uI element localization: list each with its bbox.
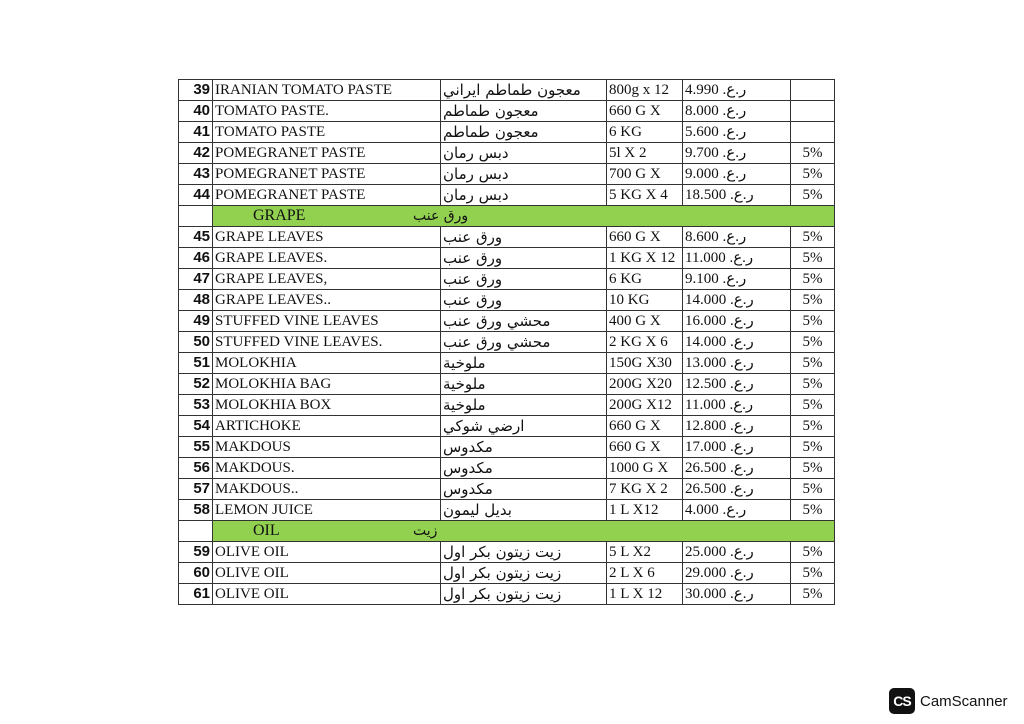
item-name-ar-text: زيت زيتون بكر اول xyxy=(443,564,562,582)
section-title-ar: زيت xyxy=(413,523,438,539)
item-name-ar-text: دبس رمان xyxy=(443,165,509,183)
table-row xyxy=(179,80,835,101)
item-price xyxy=(683,416,791,437)
table-row xyxy=(179,143,835,164)
item-name-en: MAKDOUS. xyxy=(213,458,441,479)
item-price xyxy=(683,332,791,353)
section-title-en: OIL xyxy=(253,522,280,539)
item-name-ar xyxy=(441,290,607,311)
item-name-ar-text: ملوخية xyxy=(443,375,486,393)
item-name-ar xyxy=(441,269,607,290)
item-price xyxy=(683,500,791,521)
item-name-ar xyxy=(441,479,607,500)
item-name-ar-text: ملوخية xyxy=(443,354,486,372)
item-pack-size: 400 G X xyxy=(607,311,683,332)
camscanner-logo-icon: CS xyxy=(889,688,915,714)
item-vat: 5% xyxy=(791,542,835,563)
item-number: 51 xyxy=(179,353,213,374)
table-row xyxy=(179,542,835,563)
item-name-ar-text: دبس رمان xyxy=(443,186,509,204)
item-vat: 5% xyxy=(791,269,835,290)
item-vat xyxy=(791,80,835,101)
item-price xyxy=(683,353,791,374)
item-price xyxy=(683,227,791,248)
item-price-text: ر.ع. 16.000 xyxy=(685,313,754,329)
item-name-ar-text: بديل ليمون xyxy=(443,501,512,519)
item-name-en: GRAPE LEAVES. xyxy=(213,248,441,269)
table-row xyxy=(179,248,835,269)
item-vat: 5% xyxy=(791,395,835,416)
item-name-en: MAKDOUS.. xyxy=(213,479,441,500)
item-name-ar xyxy=(441,395,607,416)
item-name-ar xyxy=(441,584,607,605)
item-name-ar xyxy=(441,416,607,437)
item-pack-size: 200G X12 xyxy=(607,395,683,416)
item-vat: 5% xyxy=(791,416,835,437)
item-name-ar xyxy=(441,500,607,521)
item-name-ar xyxy=(441,164,607,185)
table-row xyxy=(179,122,835,143)
item-pack-size: 660 G X xyxy=(607,227,683,248)
table-row xyxy=(179,101,835,122)
section-title-ar: ورق عنب xyxy=(413,208,469,224)
item-price-text: ر.ع. 11.000 xyxy=(685,250,754,266)
item-pack-size: 660 G X xyxy=(607,101,683,122)
item-pack-size: 5l X 2 xyxy=(607,143,683,164)
item-pack-size: 5 L X2 xyxy=(607,542,683,563)
table-row xyxy=(179,185,835,206)
item-price xyxy=(683,374,791,395)
item-price-text: ر.ع. 9.100 xyxy=(685,271,747,287)
item-pack-size: 7 KG X 2 xyxy=(607,479,683,500)
item-number: 43 xyxy=(179,164,213,185)
table-row xyxy=(179,290,835,311)
section-number-cell xyxy=(179,521,213,542)
item-name-en: POMEGRANET PASTE xyxy=(213,164,441,185)
item-name-en: GRAPE LEAVES.. xyxy=(213,290,441,311)
item-pack-size: 10 KG xyxy=(607,290,683,311)
item-name-ar-text: محشي ورق عنب xyxy=(443,333,551,351)
item-price xyxy=(683,269,791,290)
item-name-ar-text: ورق عنب xyxy=(443,228,503,246)
table-row xyxy=(179,164,835,185)
item-price-text: ر.ع. 5.600 xyxy=(685,124,747,140)
item-vat: 5% xyxy=(791,500,835,521)
item-price-text: ر.ع. 18.500 xyxy=(685,187,754,203)
item-vat: 5% xyxy=(791,248,835,269)
item-price-text: ر.ع. 8.600 xyxy=(685,229,747,245)
item-name-en: MOLOKHIA BOX xyxy=(213,395,441,416)
item-name-ar xyxy=(441,353,607,374)
table-row xyxy=(179,395,835,416)
item-number: 42 xyxy=(179,143,213,164)
item-price-text: ر.ع. 9.700 xyxy=(685,145,747,161)
item-name-ar xyxy=(441,101,607,122)
item-name-ar-text: مكدوس xyxy=(443,438,493,456)
item-name-ar xyxy=(441,374,607,395)
item-price xyxy=(683,479,791,500)
item-name-ar-text: معجون طماطم xyxy=(443,102,539,120)
item-name-ar-text: ورق عنب xyxy=(443,291,503,309)
item-price xyxy=(683,542,791,563)
item-name-en: OLIVE OIL xyxy=(213,542,441,563)
item-name-en: MOLOKHIA xyxy=(213,353,441,374)
item-vat: 5% xyxy=(791,164,835,185)
camscanner-label: CamScanner xyxy=(920,692,1008,710)
item-price-text: ر.ع. 17.000 xyxy=(685,439,754,455)
item-name-en: STUFFED VINE LEAVES xyxy=(213,311,441,332)
item-name-en: GRAPE LEAVES xyxy=(213,227,441,248)
item-price xyxy=(683,437,791,458)
table-row xyxy=(179,311,835,332)
item-number: 47 xyxy=(179,269,213,290)
item-number: 53 xyxy=(179,395,213,416)
item-number: 58 xyxy=(179,500,213,521)
item-pack-size: 6 KG xyxy=(607,122,683,143)
item-vat: 5% xyxy=(791,584,835,605)
price-list-table xyxy=(178,79,835,605)
item-price xyxy=(683,143,791,164)
item-name-ar xyxy=(441,143,607,164)
table-row xyxy=(179,563,835,584)
item-pack-size: 660 G X xyxy=(607,437,683,458)
item-price-text: ر.ع. 12.800 xyxy=(685,418,754,434)
item-price xyxy=(683,122,791,143)
item-name-en: MAKDOUS xyxy=(213,437,441,458)
table-row xyxy=(179,458,835,479)
item-name-ar-text: ورق عنب xyxy=(443,249,503,267)
item-price-text: ر.ع. 4.990 xyxy=(685,82,747,98)
item-name-ar xyxy=(441,458,607,479)
item-number: 55 xyxy=(179,437,213,458)
item-name-ar-text: محشي ورق عنب xyxy=(443,312,551,330)
item-name-en: ARTICHOKE xyxy=(213,416,441,437)
item-name-ar-text: زيت زيتون بكر اول xyxy=(443,585,562,603)
item-vat: 5% xyxy=(791,353,835,374)
item-vat: 5% xyxy=(791,374,835,395)
item-name-ar-text: مكدوس xyxy=(443,480,493,498)
item-price-text: ر.ع. 11.000 xyxy=(685,397,754,413)
item-name-ar xyxy=(441,311,607,332)
item-number: 52 xyxy=(179,374,213,395)
item-name-ar xyxy=(441,185,607,206)
item-pack-size: 1 L X12 xyxy=(607,500,683,521)
item-vat xyxy=(791,122,835,143)
camscanner-watermark xyxy=(889,688,1008,714)
table-row xyxy=(179,332,835,353)
item-price xyxy=(683,458,791,479)
item-name-ar xyxy=(441,542,607,563)
section-row xyxy=(179,206,835,227)
item-price xyxy=(683,164,791,185)
item-name-ar xyxy=(441,227,607,248)
item-number: 40 xyxy=(179,101,213,122)
section-band xyxy=(213,206,835,227)
table-row xyxy=(179,227,835,248)
item-name-ar-text: ارضي شوكي xyxy=(443,417,525,435)
item-price-text: ر.ع. 13.000 xyxy=(685,355,754,371)
item-name-ar xyxy=(441,332,607,353)
item-name-ar xyxy=(441,437,607,458)
item-price xyxy=(683,311,791,332)
price-list-body xyxy=(179,80,835,605)
item-vat xyxy=(791,101,835,122)
table-row xyxy=(179,437,835,458)
item-vat: 5% xyxy=(791,437,835,458)
item-number: 54 xyxy=(179,416,213,437)
item-price-text: ر.ع. 12.500 xyxy=(685,376,754,392)
item-pack-size: 1 KG X 12 xyxy=(607,248,683,269)
item-name-ar xyxy=(441,248,607,269)
item-name-ar-text: مكدوس xyxy=(443,459,493,477)
item-price-text: ر.ع. 14.000 xyxy=(685,334,754,350)
table-row xyxy=(179,584,835,605)
item-price xyxy=(683,290,791,311)
item-name-en: TOMATO PASTE. xyxy=(213,101,441,122)
item-vat: 5% xyxy=(791,185,835,206)
item-number: 61 xyxy=(179,584,213,605)
item-pack-size: 2 L X 6 xyxy=(607,563,683,584)
item-price xyxy=(683,185,791,206)
item-price xyxy=(683,563,791,584)
item-pack-size: 150G X30 xyxy=(607,353,683,374)
item-name-en: POMEGRANET PASTE xyxy=(213,143,441,164)
item-name-ar xyxy=(441,563,607,584)
item-number: 59 xyxy=(179,542,213,563)
item-number: 46 xyxy=(179,248,213,269)
item-price-text: ر.ع. 9.000 xyxy=(685,166,747,182)
item-name-en: IRANIAN TOMATO PASTE xyxy=(213,80,441,101)
item-name-ar-text: ملوخية xyxy=(443,396,486,414)
table-row xyxy=(179,500,835,521)
item-name-en: GRAPE LEAVES, xyxy=(213,269,441,290)
item-pack-size: 5 KG X 4 xyxy=(607,185,683,206)
item-name-ar-text: معجون طماطم xyxy=(443,123,539,141)
item-name-en: STUFFED VINE LEAVES. xyxy=(213,332,441,353)
item-number: 60 xyxy=(179,563,213,584)
item-price xyxy=(683,248,791,269)
item-name-ar xyxy=(441,80,607,101)
item-number: 41 xyxy=(179,122,213,143)
item-number: 44 xyxy=(179,185,213,206)
item-pack-size: 2 KG X 6 xyxy=(607,332,683,353)
item-price-text: ر.ع. 8.000 xyxy=(685,103,747,119)
item-pack-size: 6 KG xyxy=(607,269,683,290)
item-name-ar-text: دبس رمان xyxy=(443,144,509,162)
table-row xyxy=(179,416,835,437)
item-price-text: ر.ع. 26.500 xyxy=(685,460,754,476)
item-pack-size: 660 G X xyxy=(607,416,683,437)
section-band xyxy=(213,521,835,542)
item-price-text: ر.ع. 26.500 xyxy=(685,481,754,497)
table-row xyxy=(179,269,835,290)
item-vat: 5% xyxy=(791,458,835,479)
table-row xyxy=(179,374,835,395)
item-name-ar-text: معجون طماطم ايراني xyxy=(443,81,581,99)
item-pack-size: 1000 G X xyxy=(607,458,683,479)
table-row xyxy=(179,353,835,374)
item-name-ar-text: ورق عنب xyxy=(443,270,503,288)
item-price-text: ر.ع. 30.000 xyxy=(685,586,754,602)
item-vat: 5% xyxy=(791,290,835,311)
item-price xyxy=(683,395,791,416)
item-number: 50 xyxy=(179,332,213,353)
item-number: 48 xyxy=(179,290,213,311)
item-number: 56 xyxy=(179,458,213,479)
item-name-en: MOLOKHIA BAG xyxy=(213,374,441,395)
item-price xyxy=(683,584,791,605)
item-name-ar-text: زيت زيتون بكر اول xyxy=(443,543,562,561)
item-pack-size: 200G X20 xyxy=(607,374,683,395)
section-row xyxy=(179,521,835,542)
item-vat: 5% xyxy=(791,332,835,353)
item-name-en: OLIVE OIL xyxy=(213,584,441,605)
item-name-en: OLIVE OIL xyxy=(213,563,441,584)
section-number-cell xyxy=(179,206,213,227)
table-row xyxy=(179,479,835,500)
item-price-text: ر.ع. 14.000 xyxy=(685,292,754,308)
item-name-en: POMEGRANET PASTE xyxy=(213,185,441,206)
item-name-ar xyxy=(441,122,607,143)
item-vat: 5% xyxy=(791,563,835,584)
item-vat: 5% xyxy=(791,227,835,248)
item-number: 49 xyxy=(179,311,213,332)
item-number: 39 xyxy=(179,80,213,101)
item-pack-size: 1 L X 12 xyxy=(607,584,683,605)
item-pack-size: 700 G X xyxy=(607,164,683,185)
item-price xyxy=(683,80,791,101)
item-number: 45 xyxy=(179,227,213,248)
section-title-en: GRAPE xyxy=(253,207,306,224)
item-price-text: ر.ع. 4.000 xyxy=(685,502,747,518)
item-pack-size: 800g x 12 xyxy=(607,80,683,101)
item-name-en: LEMON JUICE xyxy=(213,500,441,521)
item-number: 57 xyxy=(179,479,213,500)
item-price-text: ر.ع. 25.000 xyxy=(685,544,754,560)
item-name-en: TOMATO PASTE xyxy=(213,122,441,143)
item-price xyxy=(683,101,791,122)
item-vat: 5% xyxy=(791,479,835,500)
item-price-text: ر.ع. 29.000 xyxy=(685,565,754,581)
item-vat: 5% xyxy=(791,143,835,164)
item-vat: 5% xyxy=(791,311,835,332)
